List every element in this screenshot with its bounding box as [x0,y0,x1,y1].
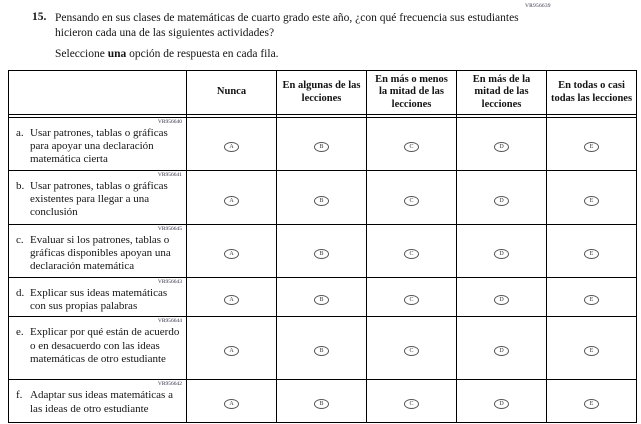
instruction-suffix: opción de respuesta en cada fila. [126,48,279,60]
column-header-mas-o-menos: En más o menos la mitad de las lecciones [367,71,457,115]
response-bubble-c[interactable]: C [404,295,419,305]
response-bubble-a[interactable]: A [224,249,239,259]
response-bubble-b[interactable]: B [314,196,329,206]
response-bubble-e[interactable]: E [584,399,599,409]
question-text: Pensando en sus clases de matemáticas de cuarto grado este año, ¿con qué frecuencia sus estudiantes hicieron cada una de las siguientes actividades? [55,12,519,39]
instruction-prefix: Seleccione [55,48,108,60]
header-empty-cell [9,71,187,115]
column-header-nunca: Nunca [187,71,277,115]
document-code: VR956639 [525,3,551,9]
response-bubble-d[interactable]: D [494,196,509,206]
header-row [9,71,637,115]
response-bubble-c[interactable]: C [404,142,419,152]
question-block [32,11,537,41]
table-row-b [9,171,637,225]
row-statement: Usar patrones, tablas o gráficas para apoyar una declaración matemática cierta [30,127,168,166]
response-bubble-a[interactable]: A [224,196,239,206]
response-bubble-c[interactable]: C [404,249,419,259]
row-statement: Explicar por qué están de acuerdo o en desacuerdo con las ideas matemáticas de otro estudiante [30,326,180,365]
row-code: VR956645 [157,226,182,232]
response-bubble-b[interactable]: B [314,249,329,259]
response-bubble-e[interactable]: E [584,196,599,206]
row-code: VR956643 [157,279,182,285]
response-bubble-b[interactable]: B [314,295,329,305]
response-bubble-d[interactable]: D [494,346,509,356]
response-bubble-d[interactable]: D [494,142,509,152]
response-bubble-c[interactable]: C [404,346,419,356]
question-number: 15. [32,11,47,23]
table-row-d [9,278,637,317]
statement-cell [9,171,187,225]
row-letter: c. [16,234,24,246]
row-statement: Explicar sus ideas matemáticas con sus propias palabras [30,287,168,313]
response-bubble-b[interactable]: B [314,346,329,356]
response-bubble-c[interactable]: C [404,399,419,409]
response-bubble-a[interactable]: A [224,142,239,152]
response-bubble-e[interactable]: E [584,346,599,356]
column-header-todas: En todas o casi todas las lecciones [547,71,637,115]
statement-cell [9,317,187,380]
row-statement: Usar patrones, tablas o gráficas existentes para llegar a una conclusión [30,180,168,219]
response-bubble-a[interactable]: A [224,295,239,305]
statement-cell [9,278,187,317]
response-bubble-d[interactable]: D [494,399,509,409]
row-letter: b. [16,180,25,192]
response-bubble-e[interactable]: E [584,249,599,259]
row-statement: Evaluar si los patrones, tablas o gráficas disponibles apoyan una declaración matemática [30,234,171,273]
table-row-e [9,317,637,380]
response-bubble-e[interactable]: E [584,295,599,305]
response-bubble-a[interactable]: A [224,399,239,409]
table-row-f [9,380,637,423]
response-bubble-e[interactable]: E [584,142,599,152]
response-bubble-d[interactable]: D [494,249,509,259]
row-code: VR956640 [157,119,182,125]
response-bubble-a[interactable]: A [224,346,239,356]
table-row-c [9,225,637,278]
statement-cell [9,118,187,171]
row-code: VR956644 [157,318,182,325]
row-statement: Adaptar sus ideas matemáticas a las ideas de otro estudiante [30,389,173,415]
column-header-mas-de-la-mitad: En más de la mitad de las lecciones [457,71,547,115]
instruction-text [55,48,279,60]
response-bubble-d[interactable]: D [494,295,509,305]
response-bubble-b[interactable]: B [314,142,329,152]
response-bubble-b[interactable]: B [314,399,329,409]
row-code: VR956642 [157,381,182,388]
table-row-a [9,118,637,171]
row-letter: f. [16,389,23,402]
statement-cell [9,380,187,423]
statement-cell [9,225,187,278]
row-letter: d. [16,287,25,299]
row-letter: e. [16,326,24,339]
row-letter: a. [16,127,24,139]
column-header-algunas: En algunas de las lecciones [277,71,367,115]
response-bubble-c[interactable]: C [404,196,419,206]
response-matrix [8,70,637,423]
instruction-bold-word: una [107,48,127,60]
row-code: VR956641 [157,172,182,178]
